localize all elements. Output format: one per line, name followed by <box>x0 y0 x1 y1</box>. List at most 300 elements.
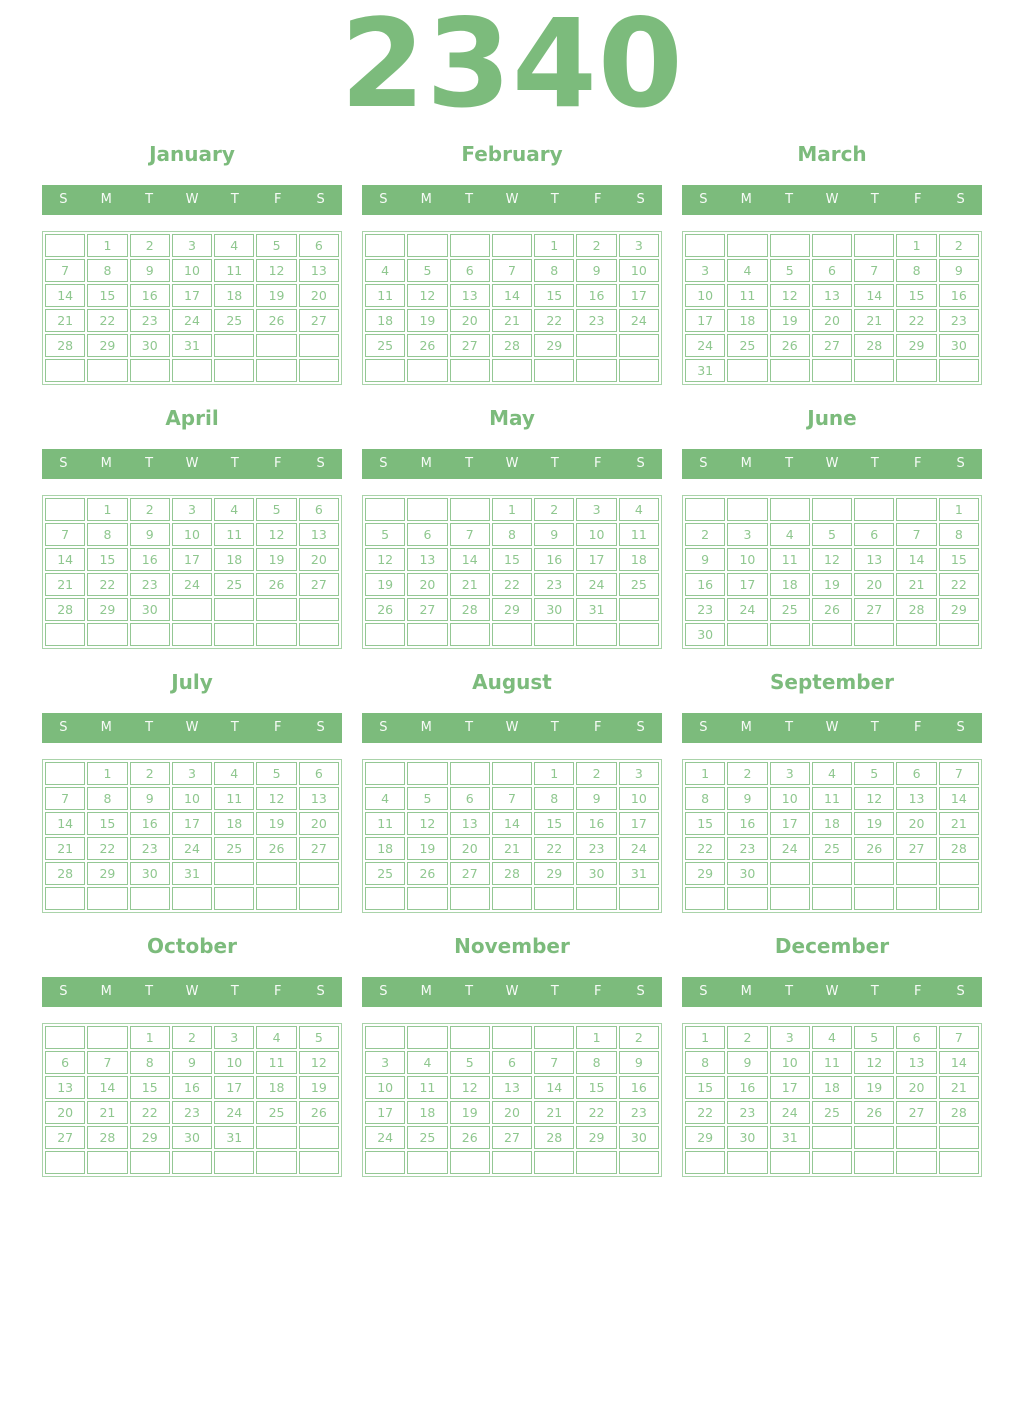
day-cell: 1 <box>87 762 127 785</box>
day-cell: 10 <box>727 548 767 571</box>
day-cell: 17 <box>619 812 659 835</box>
day-cell: 27 <box>812 334 852 357</box>
day-cell: 18 <box>407 1101 447 1124</box>
empty-day-cell <box>256 359 296 382</box>
days-table <box>682 759 982 913</box>
day-cell: 26 <box>256 837 296 860</box>
day-cell: 21 <box>492 309 532 332</box>
day-cell: 1 <box>685 762 725 785</box>
day-cell: 30 <box>685 623 725 646</box>
day-cell: 11 <box>619 523 659 546</box>
weekday-label: W <box>185 984 199 1000</box>
day-cell: 25 <box>365 862 405 885</box>
month-name: March <box>797 142 867 167</box>
day-cell: 31 <box>576 598 616 621</box>
weekday-label: S <box>59 192 68 208</box>
weekday-label: T <box>550 456 559 472</box>
weekday-label: S <box>699 720 708 736</box>
day-cell: 6 <box>45 1051 85 1074</box>
week-row <box>45 1101 339 1124</box>
day-cell: 26 <box>854 837 894 860</box>
day-cell: 6 <box>854 523 894 546</box>
empty-day-cell <box>256 887 296 910</box>
day-cell: 27 <box>45 1126 85 1149</box>
week-row <box>685 573 979 596</box>
day-cell: 16 <box>130 812 170 835</box>
empty-day-cell <box>854 862 894 885</box>
week-row <box>685 862 979 885</box>
week-row <box>365 623 659 646</box>
week-row <box>45 573 339 596</box>
empty-day-cell <box>812 623 852 646</box>
days-table <box>682 1023 982 1177</box>
day-cell: 6 <box>492 1051 532 1074</box>
day-cell: 4 <box>256 1026 296 1049</box>
empty-day-cell <box>492 762 532 785</box>
day-cell: 3 <box>576 498 616 521</box>
empty-day-cell <box>87 887 127 910</box>
weekday-label: T <box>145 720 154 736</box>
weekday-label: S <box>699 984 708 1000</box>
weekday-label: T <box>870 192 879 208</box>
day-cell: 3 <box>770 1026 810 1049</box>
week-row <box>365 1051 659 1074</box>
day-cell: 23 <box>130 573 170 596</box>
empty-day-cell <box>770 1151 810 1174</box>
day-cell: 28 <box>854 334 894 357</box>
empty-day-cell <box>812 1151 852 1174</box>
day-cell: 30 <box>130 334 170 357</box>
empty-day-cell <box>812 1126 852 1149</box>
empty-day-cell <box>45 887 85 910</box>
week-row <box>365 309 659 332</box>
weekday-label: T <box>785 720 794 736</box>
day-cell: 8 <box>130 1051 170 1074</box>
day-cell: 2 <box>172 1026 212 1049</box>
week-row <box>365 812 659 835</box>
day-cell: 4 <box>770 523 810 546</box>
weekday-label: S <box>59 456 68 472</box>
day-cell: 26 <box>256 573 296 596</box>
empty-day-cell <box>619 359 659 382</box>
day-cell: 16 <box>576 812 616 835</box>
day-cell: 29 <box>896 334 936 357</box>
day-cell: 9 <box>534 523 574 546</box>
empty-day-cell <box>450 234 490 257</box>
day-cell: 23 <box>534 573 574 596</box>
empty-day-cell <box>214 623 254 646</box>
day-cell: 15 <box>685 812 725 835</box>
empty-day-cell <box>492 887 532 910</box>
day-cell: 20 <box>450 837 490 860</box>
day-cell: 6 <box>299 234 339 257</box>
empty-day-cell <box>619 623 659 646</box>
day-cell: 26 <box>299 1101 339 1124</box>
week-row <box>365 359 659 382</box>
day-cell: 4 <box>407 1051 447 1074</box>
day-cell: 9 <box>939 259 979 282</box>
day-cell: 12 <box>365 548 405 571</box>
day-cell: 25 <box>770 598 810 621</box>
weekday-header-row <box>682 185 982 215</box>
empty-day-cell <box>619 887 659 910</box>
day-cell: 30 <box>727 1126 767 1149</box>
day-cell: 20 <box>299 548 339 571</box>
month-february <box>362 142 662 385</box>
week-row <box>45 812 339 835</box>
weekday-label: S <box>316 192 325 208</box>
weekday-label: M <box>420 192 432 208</box>
empty-day-cell <box>256 1126 296 1149</box>
week-row <box>685 1126 979 1149</box>
day-cell: 19 <box>812 573 852 596</box>
week-row <box>685 762 979 785</box>
day-cell: 2 <box>939 234 979 257</box>
days-table <box>362 231 662 385</box>
day-cell: 11 <box>812 787 852 810</box>
empty-day-cell <box>576 359 616 382</box>
day-cell: 7 <box>492 787 532 810</box>
empty-day-cell <box>492 1151 532 1174</box>
day-cell: 12 <box>299 1051 339 1074</box>
week-row <box>365 259 659 282</box>
empty-day-cell <box>812 862 852 885</box>
month-october <box>42 934 342 1177</box>
day-cell: 15 <box>130 1076 170 1099</box>
day-cell: 13 <box>299 523 339 546</box>
weekday-label: M <box>420 720 432 736</box>
weekday-label: W <box>185 456 199 472</box>
weekday-label: F <box>913 456 922 472</box>
day-cell: 13 <box>450 284 490 307</box>
empty-day-cell <box>407 359 447 382</box>
day-cell: 8 <box>87 523 127 546</box>
day-cell: 1 <box>534 234 574 257</box>
month-may <box>362 406 662 649</box>
empty-day-cell <box>299 598 339 621</box>
day-cell: 8 <box>939 523 979 546</box>
day-cell: 22 <box>685 837 725 860</box>
day-cell: 9 <box>619 1051 659 1074</box>
weekday-label: F <box>913 984 922 1000</box>
day-cell: 5 <box>450 1051 490 1074</box>
day-cell: 9 <box>727 1051 767 1074</box>
weekday-header-row <box>362 185 662 215</box>
day-cell: 17 <box>685 309 725 332</box>
weekday-label: T <box>785 456 794 472</box>
empty-day-cell <box>492 234 532 257</box>
day-cell: 11 <box>407 1076 447 1099</box>
week-row <box>45 762 339 785</box>
empty-day-cell <box>619 1151 659 1174</box>
day-cell: 27 <box>896 1101 936 1124</box>
weekday-label: W <box>505 984 519 1000</box>
weekday-label: T <box>870 720 879 736</box>
week-row <box>45 234 339 257</box>
day-cell: 8 <box>534 259 574 282</box>
month-name: July <box>171 670 213 695</box>
weekday-label: T <box>145 984 154 1000</box>
month-march <box>682 142 982 385</box>
day-cell: 3 <box>727 523 767 546</box>
empty-day-cell <box>770 498 810 521</box>
weekday-label: F <box>593 456 602 472</box>
week-row <box>685 837 979 860</box>
day-cell: 19 <box>770 309 810 332</box>
weekday-label: T <box>230 720 239 736</box>
day-cell: 25 <box>214 837 254 860</box>
day-cell: 16 <box>576 284 616 307</box>
empty-day-cell <box>130 623 170 646</box>
day-cell: 17 <box>770 812 810 835</box>
weekday-label: F <box>913 720 922 736</box>
days-table <box>42 231 342 385</box>
weekday-label: S <box>956 984 965 1000</box>
days-table <box>682 231 982 385</box>
empty-day-cell <box>450 498 490 521</box>
day-cell: 17 <box>172 284 212 307</box>
day-cell: 4 <box>812 762 852 785</box>
empty-day-cell <box>727 887 767 910</box>
day-cell: 13 <box>407 548 447 571</box>
day-cell: 21 <box>45 837 85 860</box>
weekday-label: W <box>825 456 839 472</box>
day-cell: 6 <box>896 1026 936 1049</box>
day-cell: 9 <box>685 548 725 571</box>
day-cell: 4 <box>727 259 767 282</box>
week-row <box>365 1076 659 1099</box>
day-cell: 16 <box>939 284 979 307</box>
empty-day-cell <box>896 862 936 885</box>
week-row <box>45 837 339 860</box>
weekday-label: T <box>785 984 794 1000</box>
weekday-header-row <box>682 977 982 1007</box>
day-cell: 14 <box>45 548 85 571</box>
weekday-label: S <box>636 720 645 736</box>
month-name: December <box>774 934 890 959</box>
day-cell: 23 <box>576 837 616 860</box>
day-cell: 6 <box>450 787 490 810</box>
day-cell: 13 <box>492 1076 532 1099</box>
empty-day-cell <box>45 1151 85 1174</box>
empty-day-cell <box>770 862 810 885</box>
days-table <box>362 495 662 649</box>
day-cell: 24 <box>214 1101 254 1124</box>
day-cell: 31 <box>685 359 725 382</box>
day-cell: 14 <box>939 1051 979 1074</box>
day-cell: 24 <box>770 1101 810 1124</box>
day-cell: 21 <box>45 573 85 596</box>
day-cell: 14 <box>492 812 532 835</box>
day-cell: 25 <box>256 1101 296 1124</box>
weekday-label: T <box>550 984 559 1000</box>
empty-day-cell <box>214 359 254 382</box>
day-cell: 10 <box>770 1051 810 1074</box>
empty-day-cell <box>727 1151 767 1174</box>
day-cell: 21 <box>450 573 490 596</box>
day-cell: 6 <box>299 762 339 785</box>
day-cell: 29 <box>534 334 574 357</box>
week-row <box>365 334 659 357</box>
day-cell: 13 <box>299 787 339 810</box>
empty-day-cell <box>939 1151 979 1174</box>
empty-day-cell <box>299 1126 339 1149</box>
day-cell: 15 <box>87 812 127 835</box>
day-cell: 2 <box>727 762 767 785</box>
day-cell: 30 <box>130 598 170 621</box>
empty-day-cell <box>365 623 405 646</box>
day-cell: 7 <box>534 1051 574 1074</box>
day-cell: 18 <box>365 309 405 332</box>
empty-day-cell <box>685 1151 725 1174</box>
day-cell: 29 <box>939 598 979 621</box>
day-cell: 18 <box>812 812 852 835</box>
empty-day-cell <box>214 887 254 910</box>
weekday-header-row <box>42 185 342 215</box>
weekday-header-row <box>42 977 342 1007</box>
empty-day-cell <box>534 1026 574 1049</box>
empty-day-cell <box>812 887 852 910</box>
day-cell: 14 <box>534 1076 574 1099</box>
day-cell: 5 <box>407 787 447 810</box>
week-row <box>685 887 979 910</box>
day-cell: 25 <box>214 309 254 332</box>
day-cell: 5 <box>299 1026 339 1049</box>
day-cell: 20 <box>450 309 490 332</box>
day-cell: 11 <box>727 284 767 307</box>
day-cell: 2 <box>576 234 616 257</box>
day-cell: 8 <box>685 1051 725 1074</box>
week-row <box>45 623 339 646</box>
day-cell: 19 <box>256 284 296 307</box>
weekday-label: T <box>145 456 154 472</box>
empty-day-cell <box>214 334 254 357</box>
week-row <box>365 762 659 785</box>
day-cell: 24 <box>365 1126 405 1149</box>
empty-day-cell <box>87 1151 127 1174</box>
day-cell: 31 <box>172 334 212 357</box>
day-cell: 1 <box>576 1026 616 1049</box>
empty-day-cell <box>256 1151 296 1174</box>
week-row <box>45 259 339 282</box>
empty-day-cell <box>365 359 405 382</box>
day-cell: 10 <box>172 259 212 282</box>
day-cell: 13 <box>896 1051 936 1074</box>
day-cell: 4 <box>365 787 405 810</box>
day-cell: 15 <box>534 812 574 835</box>
day-cell: 22 <box>576 1101 616 1124</box>
weekday-header-row <box>682 713 982 743</box>
empty-day-cell <box>854 623 894 646</box>
day-cell: 15 <box>87 548 127 571</box>
month-september <box>682 670 982 913</box>
empty-day-cell <box>854 1126 894 1149</box>
empty-day-cell <box>45 623 85 646</box>
empty-day-cell <box>534 887 574 910</box>
day-cell: 8 <box>685 787 725 810</box>
empty-day-cell <box>87 623 127 646</box>
week-row <box>685 1151 979 1174</box>
weekday-label: W <box>185 720 199 736</box>
empty-day-cell <box>939 887 979 910</box>
day-cell: 22 <box>87 309 127 332</box>
empty-day-cell <box>365 1151 405 1174</box>
day-cell: 3 <box>619 234 659 257</box>
empty-day-cell <box>534 359 574 382</box>
day-cell: 20 <box>299 284 339 307</box>
empty-day-cell <box>407 623 447 646</box>
day-cell: 7 <box>45 787 85 810</box>
weekday-label: M <box>740 720 752 736</box>
week-row <box>45 359 339 382</box>
week-row <box>685 787 979 810</box>
weekday-label: F <box>593 192 602 208</box>
empty-day-cell <box>854 234 894 257</box>
day-cell: 24 <box>172 573 212 596</box>
week-row <box>45 334 339 357</box>
empty-day-cell <box>727 623 767 646</box>
day-cell: 17 <box>365 1101 405 1124</box>
weekday-label: S <box>636 984 645 1000</box>
day-cell: 25 <box>365 334 405 357</box>
week-row <box>365 498 659 521</box>
day-cell: 20 <box>854 573 894 596</box>
day-cell: 9 <box>576 787 616 810</box>
day-cell: 22 <box>939 573 979 596</box>
day-cell: 20 <box>492 1101 532 1124</box>
day-cell: 1 <box>492 498 532 521</box>
empty-day-cell <box>896 498 936 521</box>
day-cell: 9 <box>130 259 170 282</box>
week-row <box>685 1051 979 1074</box>
day-cell: 17 <box>172 812 212 835</box>
day-cell: 5 <box>407 259 447 282</box>
day-cell: 18 <box>812 1076 852 1099</box>
week-row <box>685 598 979 621</box>
day-cell: 18 <box>365 837 405 860</box>
day-cell: 29 <box>576 1126 616 1149</box>
empty-day-cell <box>576 334 616 357</box>
weekday-label: M <box>100 456 112 472</box>
day-cell: 23 <box>130 837 170 860</box>
empty-day-cell <box>770 623 810 646</box>
empty-day-cell <box>87 359 127 382</box>
weekday-label: T <box>550 192 559 208</box>
day-cell: 14 <box>896 548 936 571</box>
day-cell: 3 <box>172 234 212 257</box>
day-cell: 27 <box>299 573 339 596</box>
day-cell: 2 <box>576 762 616 785</box>
day-cell: 24 <box>619 837 659 860</box>
day-cell: 12 <box>256 259 296 282</box>
day-cell: 29 <box>87 862 127 885</box>
weekday-header-row <box>362 977 662 1007</box>
day-cell: 24 <box>172 837 212 860</box>
week-row <box>365 573 659 596</box>
day-cell: 2 <box>130 762 170 785</box>
empty-day-cell <box>939 862 979 885</box>
day-cell: 11 <box>770 548 810 571</box>
week-row <box>365 1101 659 1124</box>
day-cell: 7 <box>450 523 490 546</box>
day-cell: 25 <box>727 334 767 357</box>
empty-day-cell <box>256 623 296 646</box>
day-cell: 20 <box>45 1101 85 1124</box>
week-row <box>365 598 659 621</box>
day-cell: 28 <box>492 862 532 885</box>
day-cell: 12 <box>854 787 894 810</box>
weekday-label: S <box>636 456 645 472</box>
